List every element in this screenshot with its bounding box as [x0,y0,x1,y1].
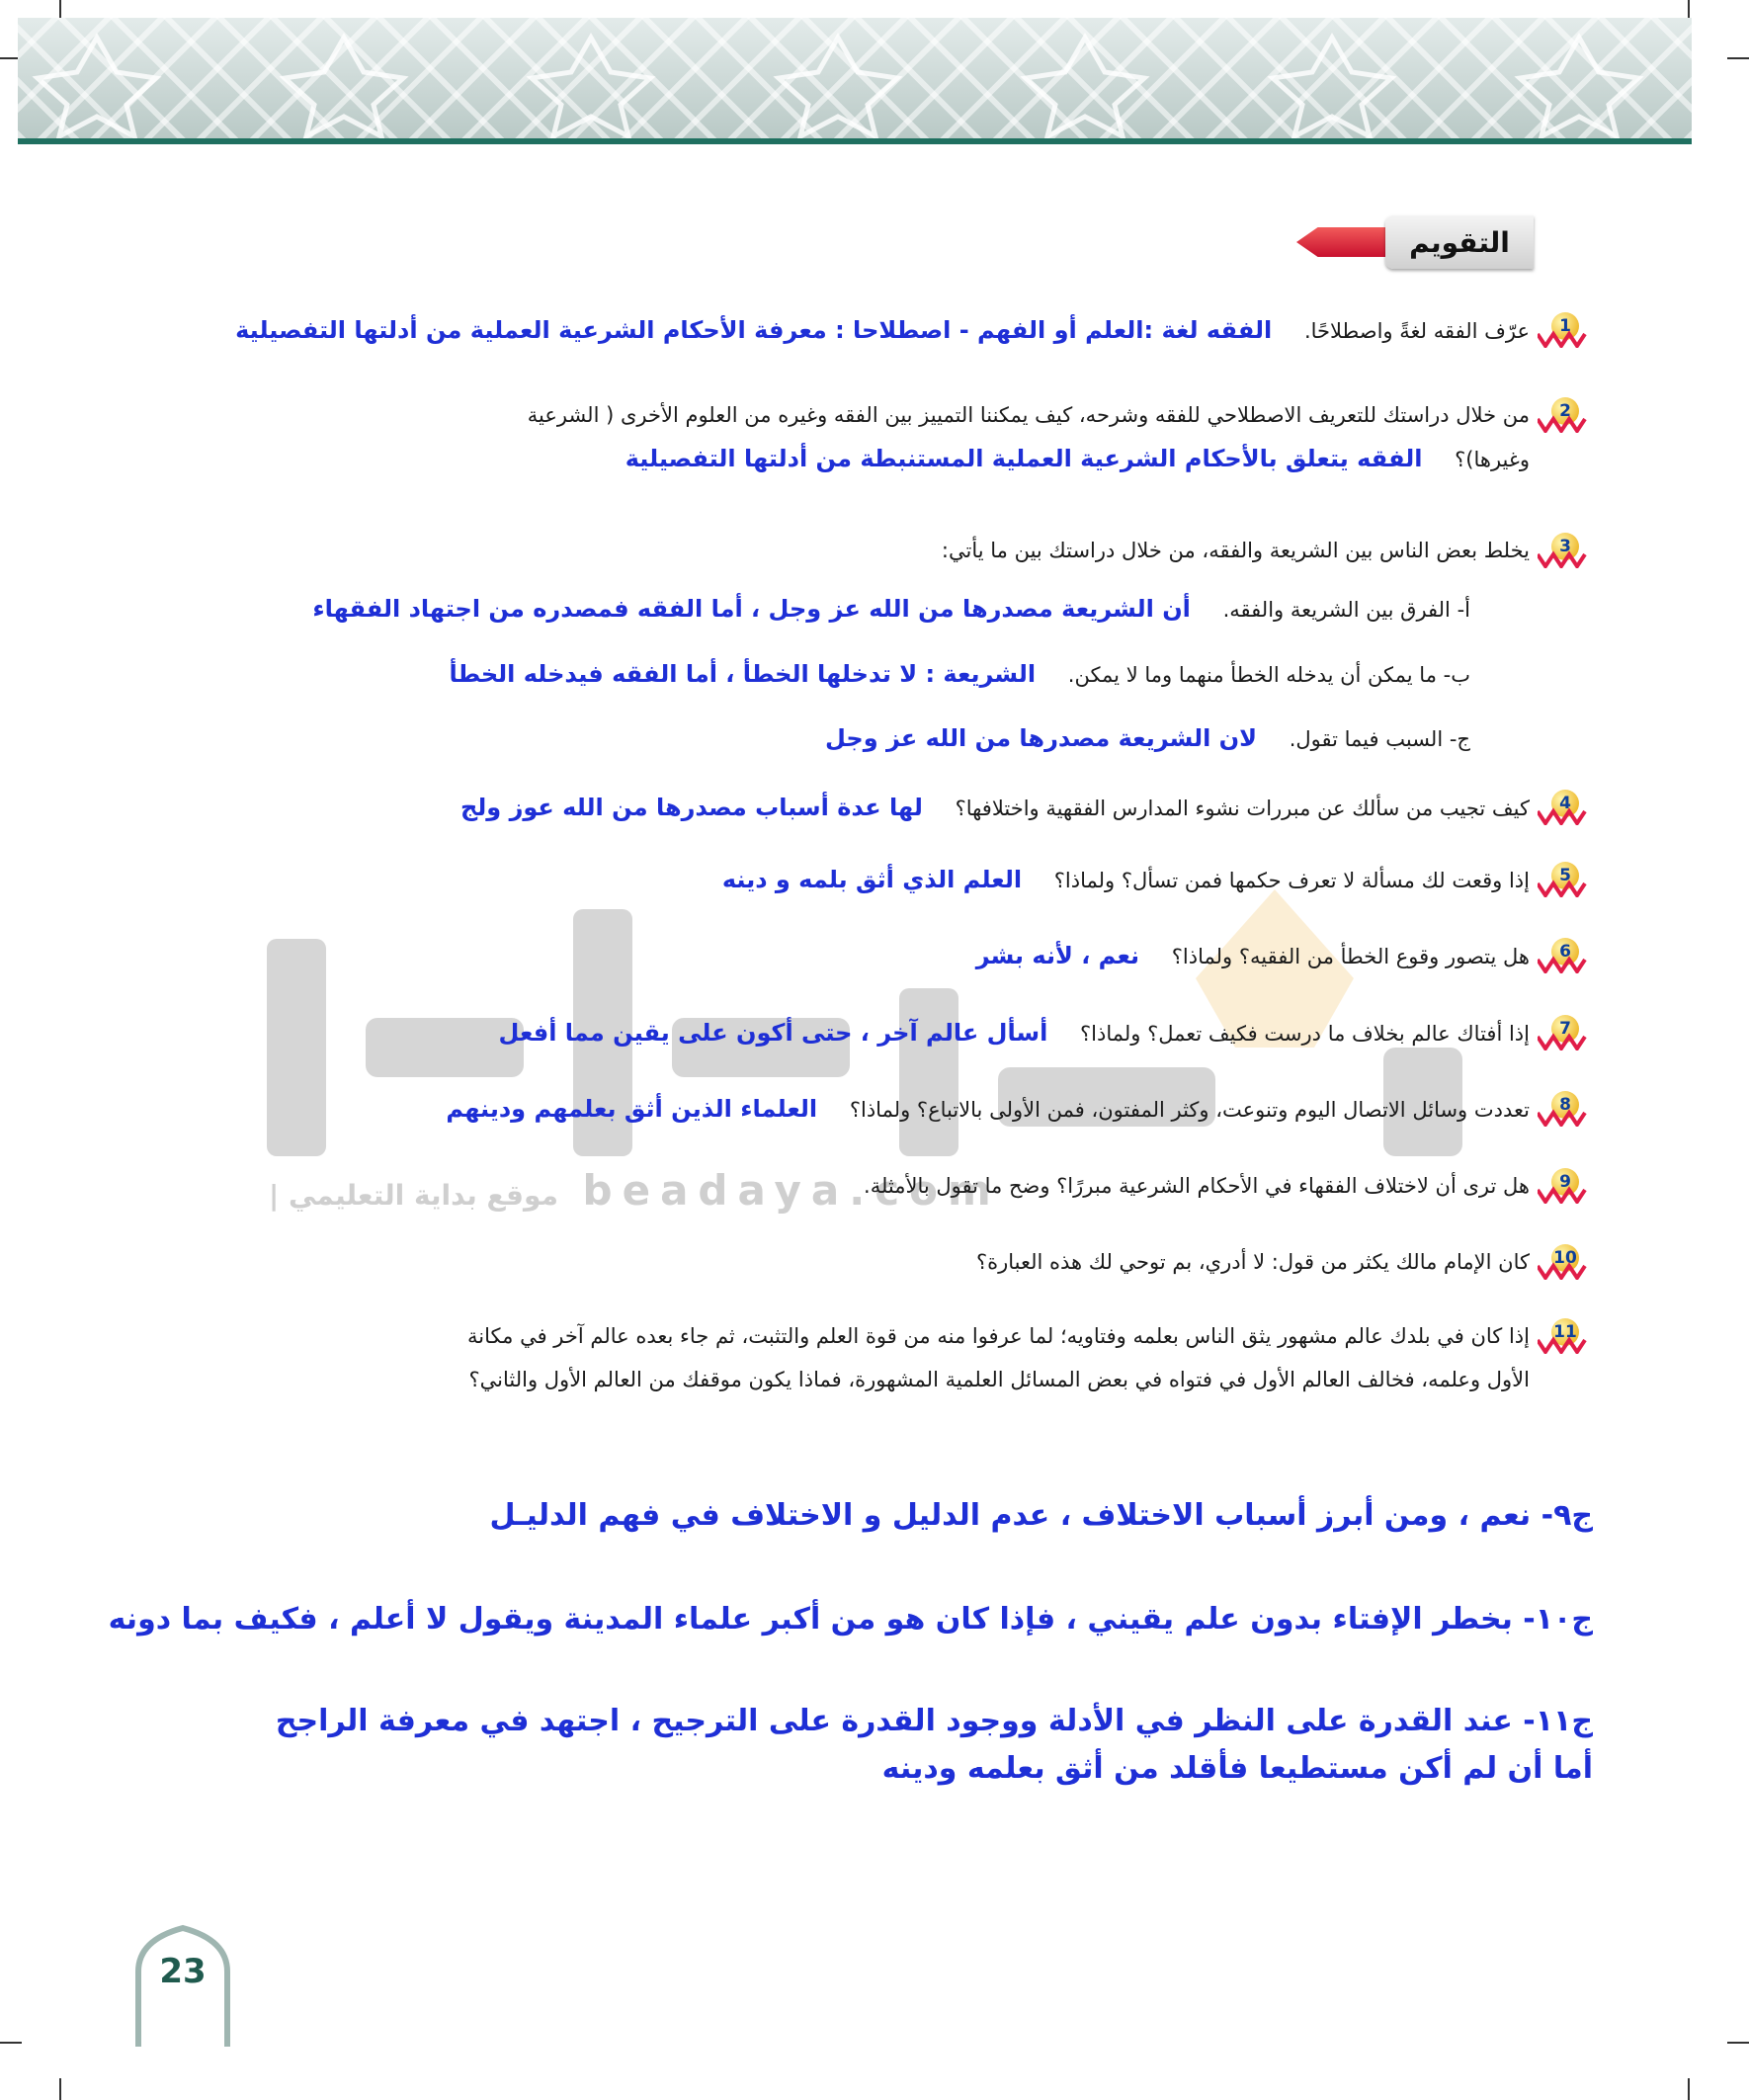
question-5 [101,858,1571,902]
number-badge-icon: 8 [1551,1091,1579,1119]
question-4 [101,786,1571,830]
number-badge-icon: 6 [1551,938,1579,966]
question-text-line: الأول وعلمه، فخالف العالم الأول في فتواه في بعض المسائل العلمية المشهورة، فماذا يكون موقفك من العالم الأول والثاني؟ [468,1368,1530,1391]
question-text: كان الإمام مالك يكثر من قول: لا أدري، بم توحي لك هذه العبارة؟ [975,1250,1530,1274]
question-number [1538,393,1587,437]
crop-mark [1727,57,1749,59]
question-10 [101,1240,1577,1284]
wave-icon [1538,415,1587,433]
crop-mark [59,2078,61,2100]
section-title-tab [1296,215,1534,269]
question-text-line: من خلال دراستك للتعريف الاصطلاحي للفقه وشرحه، كيف يمكننا التمييز بين الفقه وغيره من العلوم الأخرى ( الشرعية [527,403,1530,427]
question-7 [101,1011,1571,1055]
question-number [1538,1240,1587,1284]
watermark-site: beadaya.com [582,1166,1001,1215]
number-badge-icon: 11 [1551,1318,1579,1346]
question-number [1538,308,1587,352]
answer-9 [99,1492,1593,1540]
section-title: التقويم [1385,215,1534,269]
answer-text: الشريعة : لا تدخلها الخطأ ، أما الفقه فيدخله الخطأ [449,660,1037,688]
crop-mark [0,2042,22,2044]
question-2 [101,393,1571,481]
number-badge-icon: 10 [1551,1244,1579,1272]
question-6 [101,934,1571,978]
wave-icon [1538,1033,1587,1050]
wave-icon [1538,550,1587,568]
answer-line: ج١٠- بخطر الإفتاء بدون علم يقيني ، فإذا كان هو من أكبر علماء المدينة ويقول لا أعلم ، فكيف بما دونه [108,1602,1593,1637]
wave-icon [1538,880,1587,897]
number-badge-icon: 9 [1551,1168,1579,1196]
number-badge-icon: 1 [1551,312,1579,340]
question-text: يخلط بعض الناس بين الشريعة والفقه، من خلال دراستك بين ما يأتي: [941,539,1530,562]
answer-line: ج٩- نعم ، ومن أبرز أسباب الاختلاف ، عدم الدليل و الاختلاف في فهم الدليـل [489,1498,1593,1533]
question-text-line: إذا كان في بلدك عالم مشهور يثق الناس بعلمه وفتاويه؛ لما عرفوا منه من قوة العلم والتثبت، ثم جاء بعده عالم آخر في مكانة [467,1324,1530,1348]
number-badge-icon: 3 [1551,533,1579,560]
question-11 [101,1314,1577,1401]
number-badge-icon: 7 [1551,1015,1579,1043]
answer-line: ج١١- عند القدرة على النظر في الأدلة ووجود القدرة على الترجيح ، اجتهد في معرفة الراجح [275,1704,1593,1738]
sub-item-label: أ- [1457,598,1470,622]
question-1 [101,308,1571,353]
wave-icon [1538,1186,1587,1204]
sub-item-b [101,652,1470,697]
question-number [1538,934,1587,977]
number-badge-icon: 4 [1551,790,1579,817]
sub-item-text: ما يمكن أن يدخله الخطأ منهما وما لا يمكن. [1067,663,1437,687]
question-text: عرّف الفقه لغةً واصطلاحًا. [1303,319,1530,343]
answer-line: أما أن لم أكن مستطيعا فأقلد من أثق بعلمه ودينه [881,1751,1593,1786]
answer-text: العلماء الذين أثق بعلمهم ودينهم [446,1095,818,1123]
question-8 [101,1087,1571,1132]
question-3 [101,529,1571,572]
answer-10 [99,1596,1593,1643]
number-badge-icon: 5 [1551,862,1579,889]
answer-text: لها عدة أسباب مصدرها من الله عوز ولج [459,794,923,821]
sub-item-c [101,716,1470,761]
wave-icon [1538,1336,1587,1354]
answer-text: أسأل عالم آخر ، حتى أكون على يقين مما أفعل [498,1019,1048,1047]
question-text: تعددت وسائل الاتصال اليوم وتنوعت، وكثر المفتون، فمن الأولى بالاتباع؟ ولماذا؟ [849,1098,1530,1122]
watermark-tagline: موقع بداية التعليمي | [269,1179,558,1212]
answer-text: نعم ، لأنه بشر [975,942,1140,969]
question-text: هل ترى أن لاختلاف الفقهاء في الأحكام الشرعية مبررًا؟ وضح ما تقول بالأمثلة. [864,1174,1530,1198]
wave-icon [1538,1262,1587,1280]
wave-icon [1538,330,1587,348]
sub-item-text: الفرق بين الشريعة والفقه. [1222,598,1451,622]
header-ornament [18,18,1692,144]
question-number [1538,1011,1587,1054]
question-text: هل يتصور وقوع الخطأ من الفقيه؟ ولماذا؟ [1171,945,1530,968]
question-9 [101,1164,1571,1208]
question-number [1538,1164,1587,1208]
question-number [1538,1314,1587,1358]
star-pattern-icon [18,18,1692,138]
crop-mark [1727,2042,1749,2044]
answer-text: الفقه لغة :العلم أو الفهم - اصطلاحا : معرفة الأحكام الشرعية العملية من أدلتها التفصيلية [235,316,1273,344]
crop-mark [1688,2078,1690,2100]
answer-text: الفقه يتعلق بالأحكام الشرعية العملية المستنبطة من أدلتها التفصيلية [625,445,1423,472]
number-badge-icon: 2 [1551,397,1579,425]
question-text: كيف تجيب من سألك عن مبررات نشوء المدارس الفقهية واختلافها؟ [955,797,1530,820]
page-number: 23 [159,1952,207,1991]
answer-text: العلم الذي أثق بلمه و دينه [721,866,1023,893]
sub-item-label: ج- [1449,727,1470,751]
answer-text: لان الشريعة مصدرها من الله عز وجل [824,724,1258,752]
sub-item-a [101,587,1470,631]
answer-11 [99,1698,1593,1793]
sub-item-label: ب- [1443,663,1470,687]
question-text: إذا وقعت لك مسألة لا تعرف حكمها فمن تسأل؟ ولماذا؟ [1053,869,1530,892]
question-text-line: وغيرها)؟ [1455,448,1530,471]
question-number [1538,529,1587,572]
wave-icon [1538,1109,1587,1127]
sub-item-text: السبب فيما تقول. [1289,727,1444,751]
question-number [1538,1087,1587,1131]
answer-text: أن الشريعة مصدرها من الله عز وجل ، أما الفقه فمصدره من اجتهاد الفقهاء [312,595,1191,623]
question-number [1538,786,1587,829]
wave-icon [1538,807,1587,825]
question-text: إذا أفتاك عالم بخلاف ما درست فكيف تعمل؟ ولماذا؟ [1080,1022,1530,1046]
question-number [1538,858,1587,901]
wave-icon [1538,956,1587,973]
